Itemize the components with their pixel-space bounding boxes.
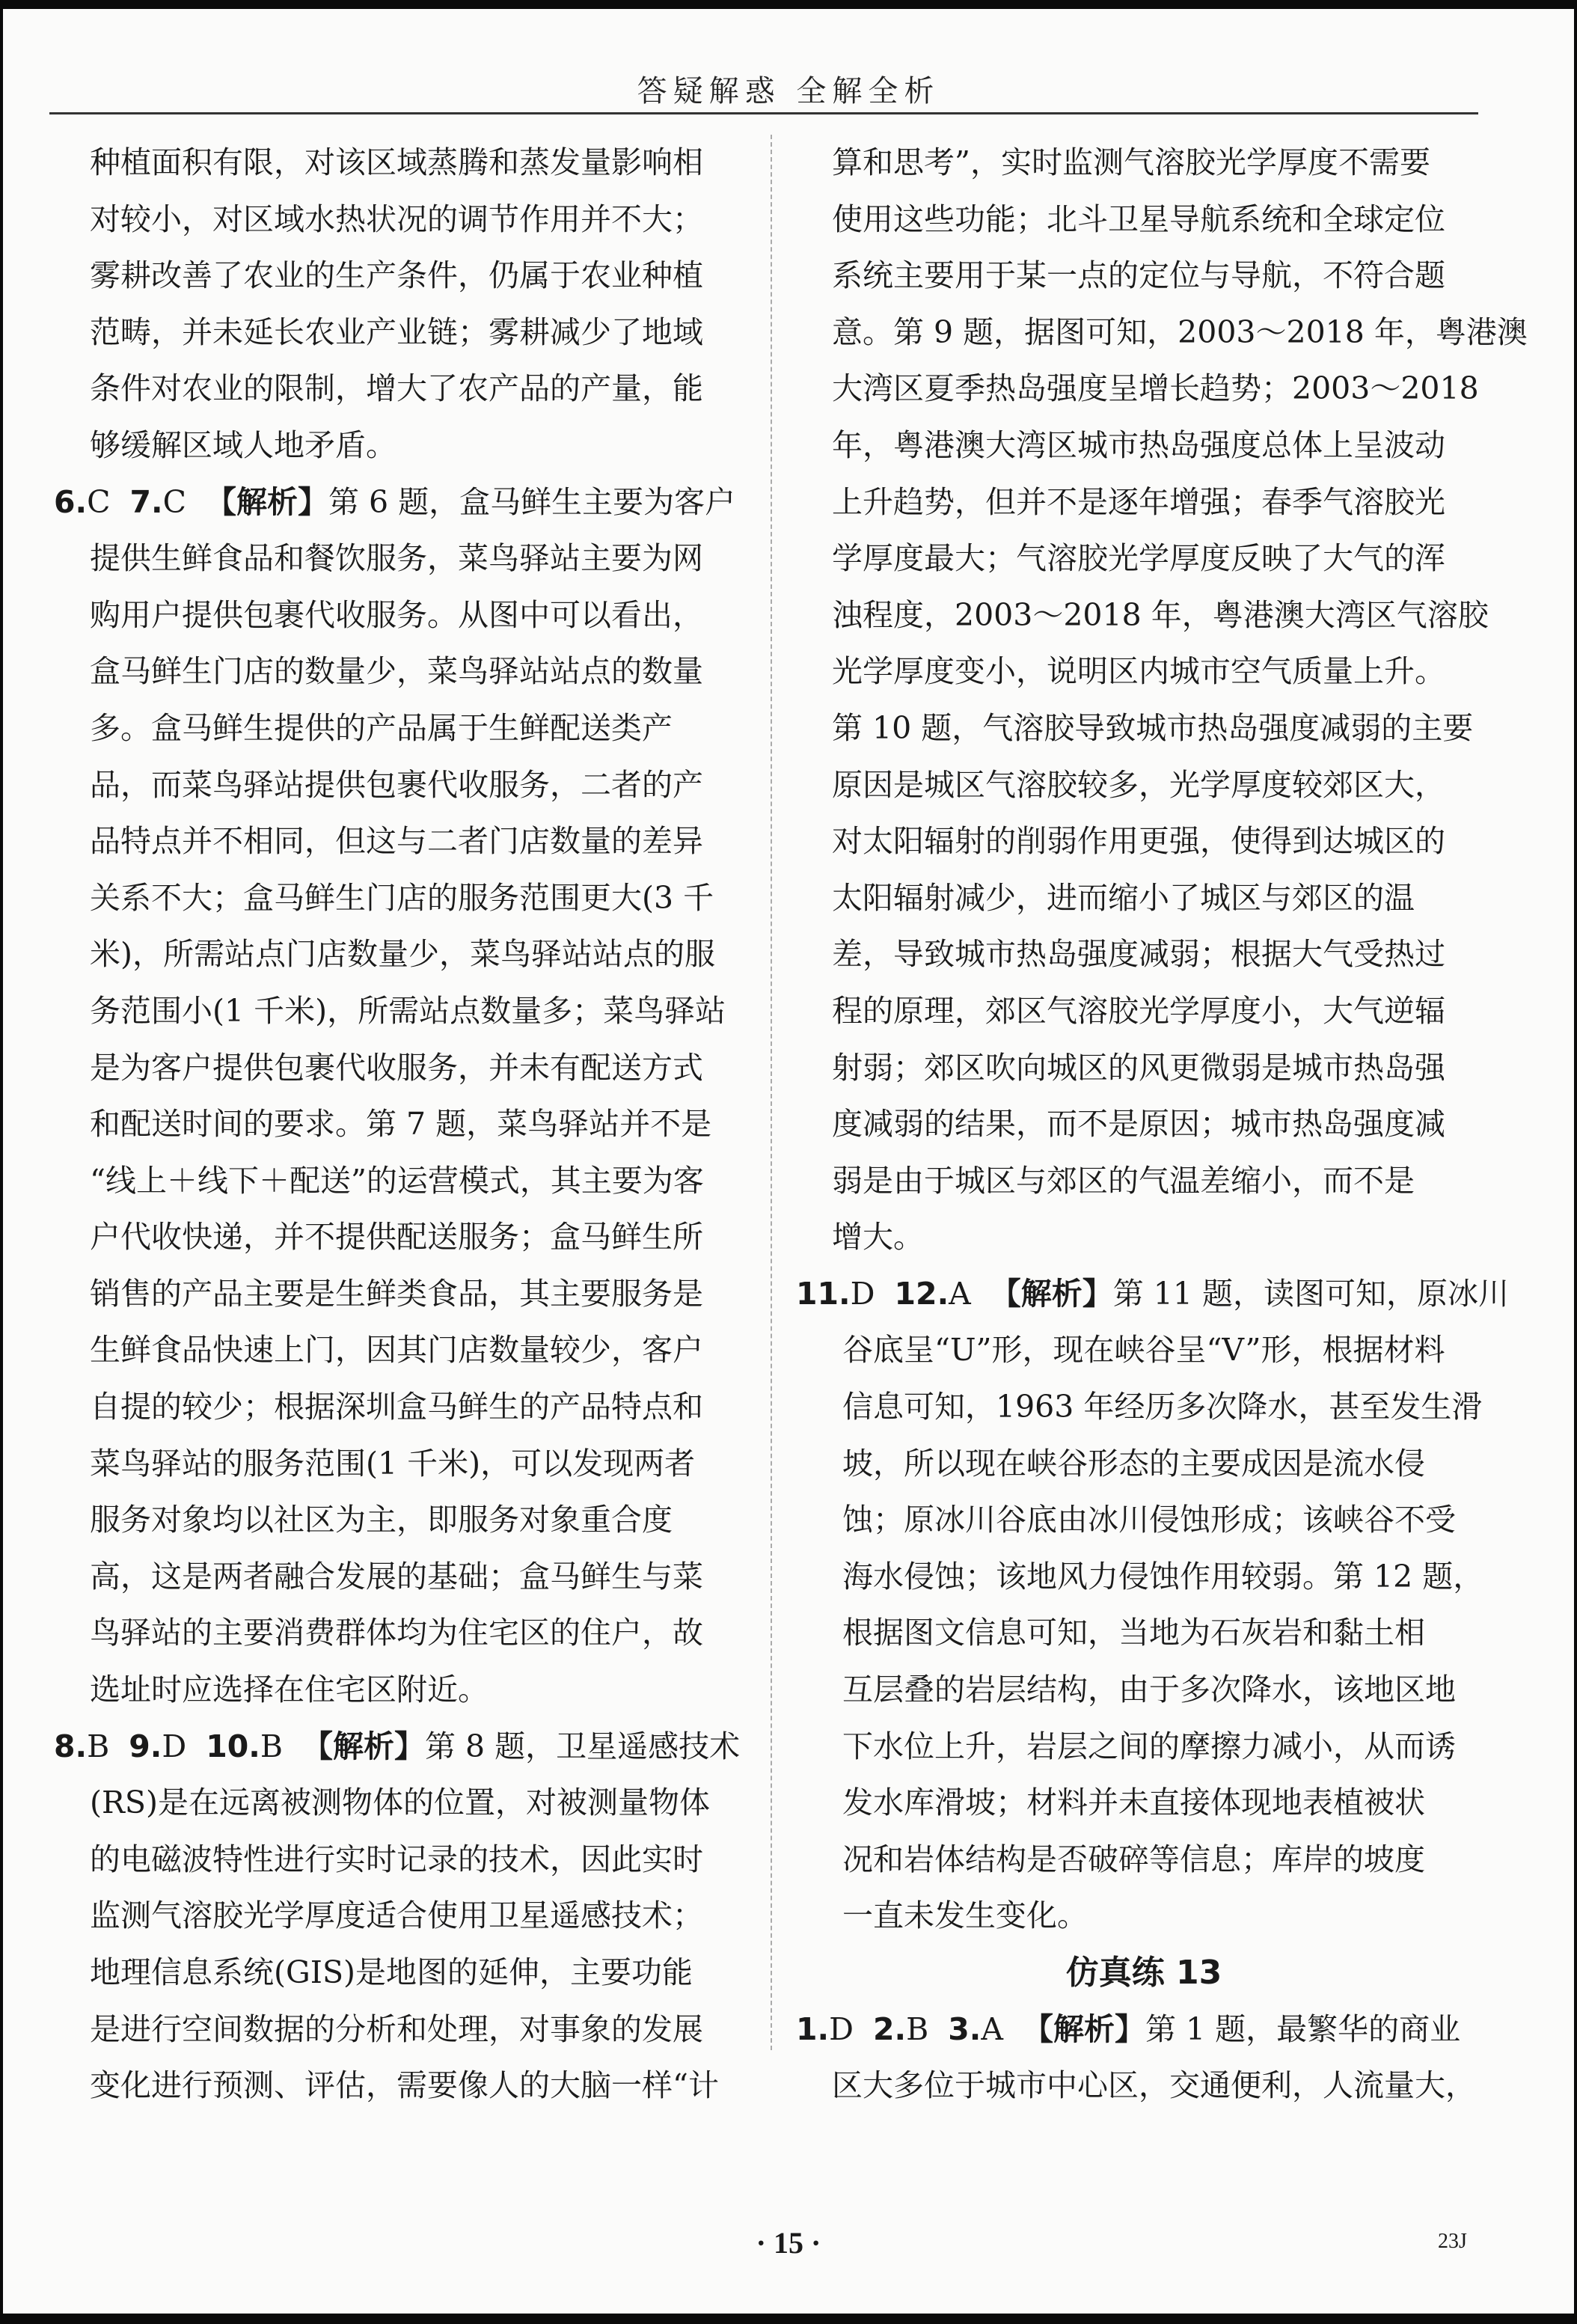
text-line: 务范围小(1 千米)，所需站点数量多；菜鸟驿站 [90,992,726,1029]
text-line: 生鲜食品快速上门，因其门店数量较少，客户 [90,1332,703,1369]
text-line: 光学厚度变小，说明区内城市空气质量上升。 [832,653,1445,690]
analysis-text: 第 1 题，最繁华的商业 [1145,2010,1461,2047]
text-line: (RS)是在远离被测物体的位置，对被测量物体 [90,1785,710,1821]
answer-letter: D [829,2010,854,2047]
answer-number: 11. [796,1275,851,1312]
text-line: 销售的产品主要是生鲜类食品，其主要服务是 [90,1275,703,1312]
text-line: 服务对象均以社区为主，即服务对象重合度 [90,1502,673,1538]
text-line: 系统主要用于某一点的定位与导航，不符合题 [832,257,1445,294]
answer-letter: B [87,1728,110,1764]
text-line: 种植面积有限，对该区域蒸腾和蒸发量影响相 [90,144,703,180]
analysis-text: 第 11 题，读图可知，原冰川 [1112,1275,1510,1312]
answer-block-q1-3 [796,2002,1492,2058]
text-line: 多。盒马鲜生提供的产品属于生鲜配送类产 [90,709,673,746]
text-line: 对太阳辐射的削弱作用更强，使得到达城区的 [832,823,1445,860]
answer-letter: C [162,483,186,520]
text-line: “线上＋线下＋配送”的运营模式，其主要为客 [90,1162,704,1199]
text-line: 互层叠的岩层结构，由于多次降水，该地区地 [842,1672,1456,1708]
analysis-text: 第 8 题，卫星遥感技术 [425,1728,741,1764]
text-line: 度减弱的结果，而不是原因；城市热岛强度减 [832,1106,1445,1143]
text-line: 高，这是两者融合发展的基础；盒马鲜生与菜 [90,1558,703,1594]
answer-number: 7. [129,483,163,520]
text-line: 自提的较少；根据深圳盒马鲜生的产品特点和 [90,1389,703,1425]
header-rule [49,112,1478,114]
text-line: 蚀；原冰川谷底由冰川侵蚀形成；该峡谷不受 [842,1502,1456,1538]
text-line: 算和思考”，实时监测气溶胶光学厚度不需要 [832,144,1430,180]
answer-letter: B [906,2010,929,2047]
text-line: 况和岩体结构是否破碎等信息；库岸的坡度 [842,1841,1425,1877]
text-line: 监测气溶胶光学厚度适合使用卫星遥感技术； [90,1898,703,1934]
analysis-label: 【解析】 [990,1275,1113,1312]
text-line: 增大。 [832,1219,924,1256]
text-line: 射弱；郊区吹向城区的风更微弱是城市热岛强 [832,1049,1445,1086]
text-line: 够缓解区域人地矛盾。 [90,426,396,463]
answer-number: 8. [54,1728,88,1764]
text-line: 购用户提供包裹代收服务。从图中可以看出， [90,596,703,633]
answer-number: 12. [894,1275,949,1312]
text-line: 选址时应选择在住宅区附近。 [90,1672,489,1708]
text-line: 上升趋势，但并不是逐年增强；春季气溶胶光 [832,483,1445,520]
text-line: 雾耕改善了农业的生产条件，仍属于农业种植 [90,257,703,294]
answer-number: 10. [206,1728,260,1764]
text-line: 米)，所需站点门店数量少，菜鸟驿站站点的服 [90,936,715,973]
text-line: 大湾区夏季热岛强度呈增长趋势；2003～2018 [832,370,1479,407]
text-line: 品特点并不相同，但这与二者门店数量的差异 [90,823,703,860]
left-column [54,135,750,2114]
analysis-label: 【解析】 [1022,2010,1145,2047]
text-line: 范畴，并未延长农业产业链；雾耕减少了地域 [90,314,703,350]
text-line: 学厚度最大；气溶胶光学厚度反映了大气的浑 [832,540,1445,577]
right-column [796,135,1528,2114]
text-line: 和配送时间的要求。第 7 题，菜鸟驿站并不是 [90,1106,712,1143]
text-line: 鸟驿站的主要消费群体均为住宅区的住户，故 [90,1615,703,1651]
text-line: 户代收快递，并不提供配送服务；盒马鲜生所 [90,1219,703,1256]
text-line: 区大多位于城市中心区，交通便利，人流量大， [832,2067,1476,2104]
column-divider [771,135,772,2050]
answer-number: 3. [948,2010,982,2047]
text-line: 关系不大；盒马鲜生门店的服务范围更大(3 千 [90,879,714,916]
text-line: 发水库滑坡；材料并未直接体现地表植被状 [842,1785,1425,1821]
text-line: 地理信息系统(GIS)是地图的延伸，主要功能 [90,1954,693,1990]
text-line: 使用这些功能；北斗卫星导航系统和全球定位 [832,201,1445,237]
answer-letter: A [981,2010,1003,2047]
text-line: 信息可知，1963 年经历多次降水，甚至发生滑 [842,1389,1483,1425]
section-title: 仿真练 13 [1065,1954,1222,1992]
text-line: 坡，所以现在峡谷形态的主要成因是流水侵 [842,1445,1425,1481]
answer-number: 9. [129,1728,162,1764]
page-code: 23J [1438,2230,1467,2253]
text-line: 是为客户提供包裹代收服务，并未有配送方式 [90,1049,703,1086]
analysis-label: 【解析】 [302,1728,426,1764]
text-line: 根据图文信息可知，当地为石灰岩和黏土相 [842,1615,1425,1651]
answer-letter: D [850,1275,875,1312]
text-line: 品，而菜鸟驿站提供包裹代收服务，二者的产 [90,766,703,803]
answer-number: 1. [796,2010,830,2047]
text-line: 意。第 9 题，据图可知，2003～2018 年，粤港澳 [832,314,1528,350]
answer-letter: C [87,483,111,520]
text-line: 差，导致城市热岛强度减弱；根据大气受热过 [832,936,1445,973]
text-line: 变化进行预测、评估，需要像人的大脑一样“计 [90,2067,719,2104]
text-line: 年，粤港澳大湾区城市热岛强度总体上呈波动 [832,426,1445,463]
answer-letter: B [260,1728,284,1764]
text-line: 对较小，对区域水热状况的调节作用并不大； [90,201,703,237]
answer-number: 6. [54,483,88,520]
text-line: 下水位上升，岩层之间的摩擦力减小，从而诱 [842,1728,1456,1764]
answer-letter: A [949,1275,971,1312]
document-page [3,9,1574,2314]
text-line: 一直未发生变化。 [842,1898,1088,1934]
analysis-text: 第 6 题，盒马鲜生主要为客户 [328,483,736,520]
answer-letter: D [162,1728,187,1764]
answer-block-q8-10 [54,1719,750,1776]
analysis-label: 【解析】 [205,483,328,520]
text-line: 海水侵蚀；该地风力侵蚀作用较弱。第 12 题， [842,1558,1484,1594]
text-line: 浊程度，2003～2018 年，粤港澳大湾区气溶胶 [832,596,1489,633]
page-number: · 15 · [756,2226,821,2260]
text-line: 盒马鲜生门店的数量少，菜鸟驿站站点的数量 [90,653,703,690]
text-line: 条件对农业的限制，增大了农产品的产量，能 [90,370,703,407]
text-line: 程的原理，郊区气溶胶光学厚度小，大气逆辐 [832,992,1445,1029]
text-line: 是进行空间数据的分析和处理，对事象的发展 [90,2010,703,2047]
text-line: 原因是城区气溶胶较多，光学厚度较郊区大， [832,766,1445,803]
text-line: 弱是由于城区与郊区的气温差缩小，而不是 [832,1162,1415,1199]
page-header-title: 答疑解惑 全解全析 [637,74,940,108]
text-line: 太阳辐射减少，进而缩小了城区与郊区的温 [832,879,1415,916]
text-line: 的电磁波特性进行实时记录的技术，因此实时 [90,1841,703,1877]
text-line: 谷底呈“U”形，现在峡谷呈“V”形，根据材料 [842,1332,1445,1369]
answer-number: 2. [872,2010,907,2047]
text-line: 提供生鲜食品和餐饮服务，菜鸟驿站主要为网 [90,540,703,577]
text-line: 第 10 题，气溶胶导致城市热岛强度减弱的主要 [832,709,1474,746]
answer-block-q6-7 [54,474,750,531]
text-line: 菜鸟驿站的服务范围(1 千米)，可以发现两者 [90,1445,696,1481]
answer-block-q11-12 [796,1266,1510,1323]
